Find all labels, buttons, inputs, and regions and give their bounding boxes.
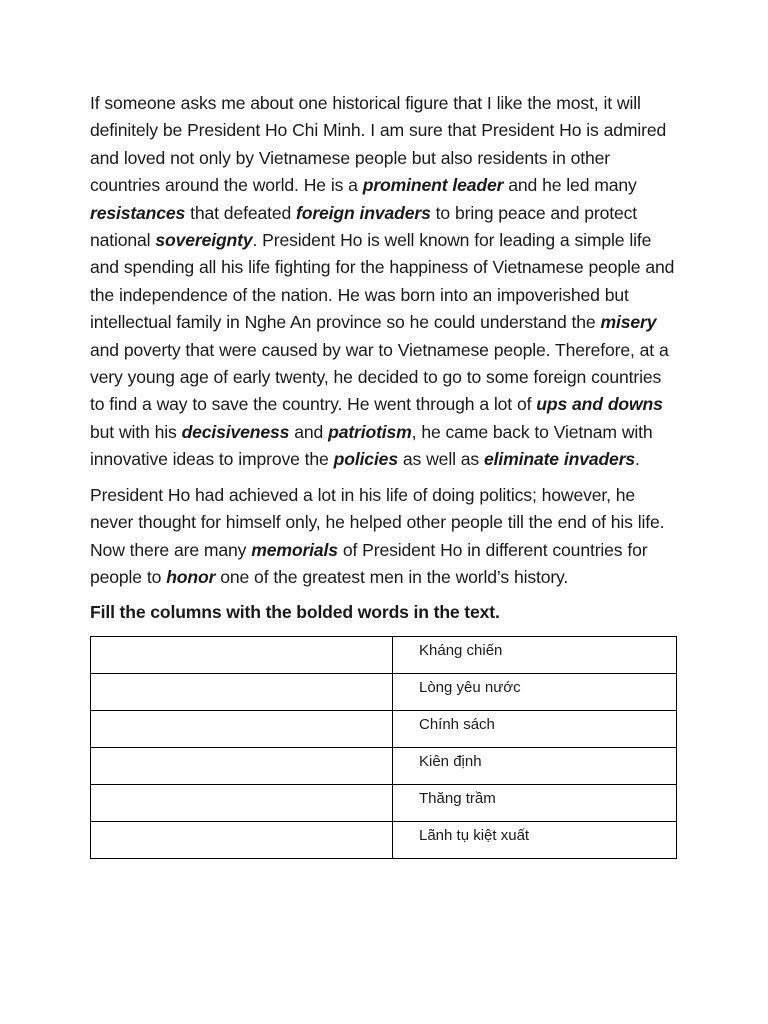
- passage-text: .: [635, 449, 640, 470]
- bolded-term: honor: [166, 566, 216, 587]
- bolded-term: patriotism: [328, 421, 412, 442]
- passage-text: to bring peace and protect national: [90, 202, 637, 251]
- bolded-term: prominent leader: [362, 175, 504, 196]
- vocabulary-table: [90, 636, 677, 859]
- vietnamese-term-cell: Lòng yêu nước: [393, 674, 677, 711]
- vietnamese-term-cell: Lãnh tụ kiệt xuất: [393, 822, 677, 859]
- answer-cell[interactable]: [91, 711, 393, 748]
- passage-text: If someone asks me about one historical figure that I like the most, it will definitely be President Ho Chi Minh. I am sure that President Ho is admired and loved not only by Vietnamese people but also residents in other countries around the world. He is a: [90, 93, 667, 196]
- vietnamese-term-cell: Kiên định: [393, 748, 677, 785]
- bolded-term: foreign invaders: [296, 202, 431, 223]
- passage-text: , he came back to Vietnam with innovative ideas to improve the: [90, 421, 653, 470]
- answer-cell[interactable]: [91, 748, 393, 785]
- passage-text: and: [289, 421, 329, 442]
- passage-text: but with his: [90, 421, 182, 442]
- bolded-term: eliminate invaders: [484, 449, 636, 470]
- bolded-term: resistances: [90, 202, 186, 223]
- table-row: [91, 822, 677, 859]
- vietnamese-term-cell: Thăng trầm: [393, 785, 677, 822]
- bolded-term: ups and downs: [536, 394, 663, 415]
- vietnamese-term-cell: Chính sách: [393, 711, 677, 748]
- passage-text: that defeated: [185, 202, 297, 223]
- bolded-term: memorials: [251, 539, 338, 560]
- passage-paragraph-1: [90, 90, 680, 474]
- passage-text: and poverty that were caused by war to Vietnamese people. Therefore, at a very young age of early twenty, he decided to go to some foreign countries to find a way to save the country. He went through a lot of: [90, 339, 669, 415]
- exercise-instruction: Fill the columns with the bolded words in the text.: [90, 602, 500, 623]
- vietnamese-term-cell: Kháng chiến: [393, 637, 677, 674]
- table-row: [91, 637, 677, 674]
- passage-text: and he led many: [503, 175, 637, 196]
- bolded-term: decisiveness: [181, 421, 290, 442]
- bolded-term: policies: [333, 449, 398, 470]
- passage-text: President Ho had achieved a lot in his life of doing politics; however, he never thought for himself only, he helped other people till the end of his life. Now there are many: [90, 484, 665, 560]
- passage-paragraph-2: [90, 482, 680, 592]
- passage-text: as well as: [397, 449, 484, 470]
- table-row: [91, 711, 677, 748]
- table-row: [91, 785, 677, 822]
- bolded-term: misery: [600, 312, 657, 333]
- answer-cell[interactable]: [91, 822, 393, 859]
- passage-text: of President Ho in different countries for people to: [90, 539, 648, 587]
- table-row: [91, 674, 677, 711]
- answer-cell[interactable]: [91, 674, 393, 711]
- answer-cell[interactable]: [91, 785, 393, 822]
- answer-cell[interactable]: [91, 637, 393, 674]
- passage-text: . President Ho is well known for leading a simple life and spending all his life fighting for the happiness of Vietnamese people and the independence of the nation. He was born into an impoverished but intellectual family in Nghe An province so he could understand the: [90, 230, 675, 333]
- table-row: [91, 748, 677, 785]
- passage-text: one of the greatest men in the world’s history.: [215, 566, 569, 587]
- document-page: [90, 90, 680, 859]
- bolded-term: sovereignty: [155, 230, 253, 251]
